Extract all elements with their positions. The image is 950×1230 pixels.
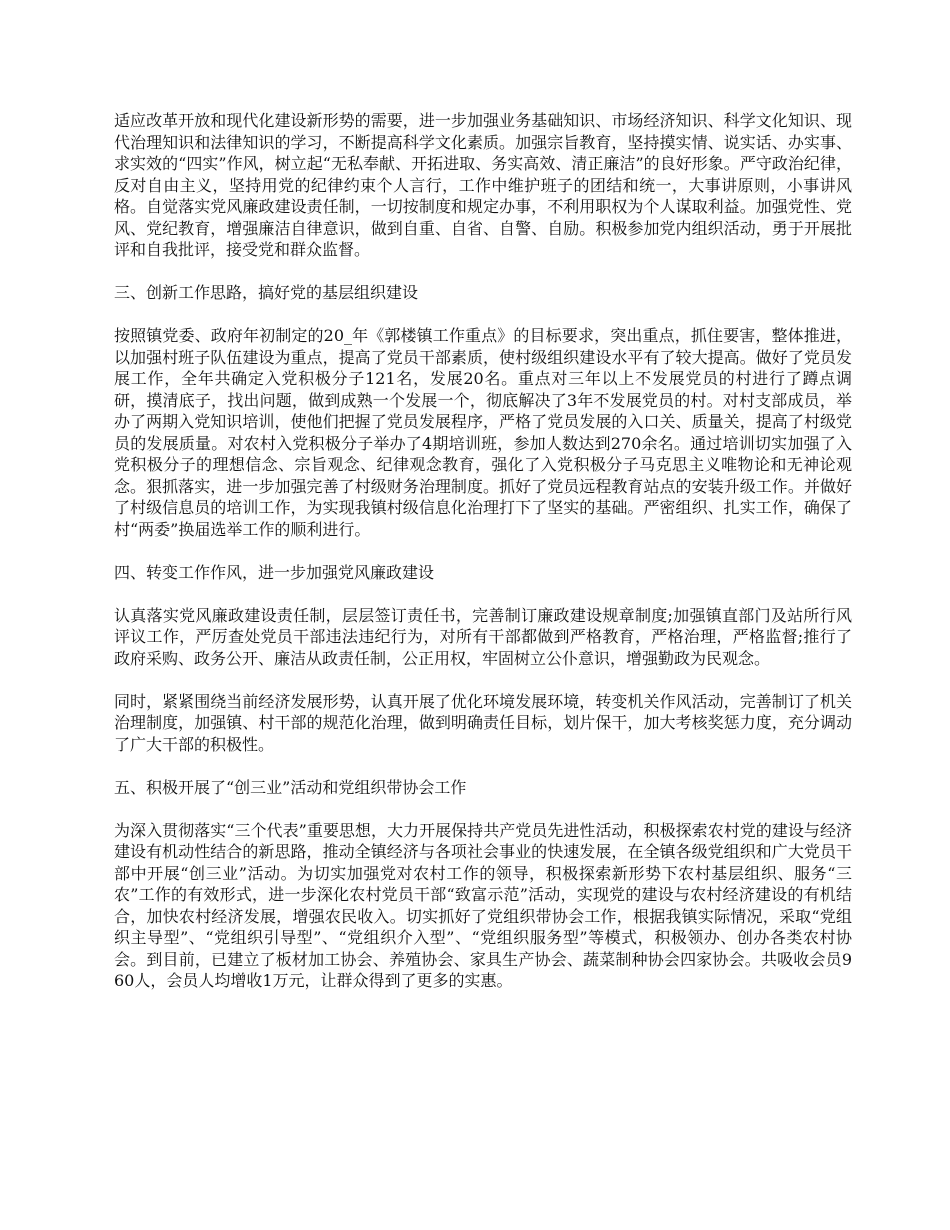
paragraph-anti-corruption: 认真落实党风廉政建设责任制，层层签订责任书，完善制订廉政建设规章制度;加强镇直部门及站所行风评议工作，严厉查处党员干部违法违纪行为，对所有干部都做到严格教育，严格治理，严格监督;推行了政府采购、政务公开、廉洁从政责任制，公正用权，牢固树立公仆意识，增强勤政为民观念。 [114, 605, 852, 668]
paragraph-work-style: 同时，紧紧围绕当前经济发展形势，认真开展了优化环境发展环境，转变机关作风活动，完善制订了机关治理制度，加强镇、村干部的规范化治理，做到明确责任目标，划片保干，加大考核奖惩力度，充分调动了广大干部的积极性。 [114, 691, 852, 754]
section-heading-3: 三、创新工作思路，搞好党的基层组织建设 [114, 283, 419, 302]
paragraph-political-study: 适应改革开放和现代化建设新形势的需要，进一步加强业务基础知识、市场经济知识、科学文化知识、现代治理知识和法律知识的学习，不断提高科学文化素质。加强宗旨教育，坚持摸实情、说实话、办实事、求实效的“四实”作风，树立起“无私奉献、开拓进取、务实高效、清正廉洁”的良好形象。严守政治纪律，反对自由主义，坚持用党的纪律约束个人言行，工作中维护班子的团结和统一，大事讲原则，小事讲风格。自觉落实党风廉政建设责任制，一切按制度和规定办事，不利用职权为个人谋取利益。加强党性、党风、党纪教育，增强廉洁自律意识，做到自重、自省、自警、自励。积极参加党内组织活动，勇于开展批评和自我批评，接受党和群众监督。 [114, 111, 852, 259]
section-heading-5: 五、积极开展了“创三业”活动和党组织带协会工作 [114, 777, 467, 797]
paragraph-grassroots-organization: 按照镇党委、政府年初制定的20_年《郭楼镇工作重点》的目标要求，突出重点，抓住要害，整体推进，以加强村班子队伍建设为重点，提高了党员干部素质，使村级组织建设水平有了较大提高。做好了党员发展工作，全年共确定入党积极分子121名，发展20名。重点对三年以上不发展党员的村进行了蹲点调研，摸清底子，找出问题，做到成熟一个发展一个，彻底解决了3年不发展党员的村。对村支部成员，举办了两期入党知识培训，使他们把握了党员发展程序，严格了党员发展的入口关、质量关，提高了村级党员的发展质量。对农村入党积极分子举办了4期培训班，参加人数达到270余名。通过培训切实加强了入党积极分子的理想信念、宗旨观念、纪律观念教育，强化了入党积极分子马克思主义唯物论和无神论观念。狠抓落实，进一步加强完善了村级财务治理制度。抓好了党员远程教育站点的安装升级工作。并做好了村级信息员的培训工作，为实现我镇村级信息化治理打下了坚实的基础。严密组织、扎实工作，确保了村“两委”换届选举工作的顺利进行。 [114, 326, 852, 539]
section-heading-4: 四、转变工作作风，进一步加强党风廉政建设 [114, 562, 435, 582]
document-body [114, 110, 852, 1013]
paragraph-associations: 为深入贯彻落实“三个代表”重要思想，大力开展保持共产党员先进性活动，积极探索农村党的建设与经济建设有机动性结合的新思路，推动全镇经济与各项社会事业的快速发展，在全镇各级党组织和广大党员干部中开展“创三业”活动。为切实加强党对农村工作的领导，积极探索新形势下农村基层组织、服务“三农”工作的有效形式，进一步深化农村党员干部“致富示范”活动，实现党的建设与农村经济建设的有机结合，加快农村经济发展，增强农民收入。切实抓好了党组织带协会工作，根据我镇实际情况，采取“党组织主导型”、“党组织引导型”、“党组织介入型”、“党组织服务型”等模式，积极领办、创办各类农村协会。到目前，已建立了板材加工协会、养殖协会、家具生产协会、蔬菜制种协会四家协会。共吸收会员960人，会员人均增收1万元，让群众得到了更多的实惠。 [114, 820, 852, 990]
